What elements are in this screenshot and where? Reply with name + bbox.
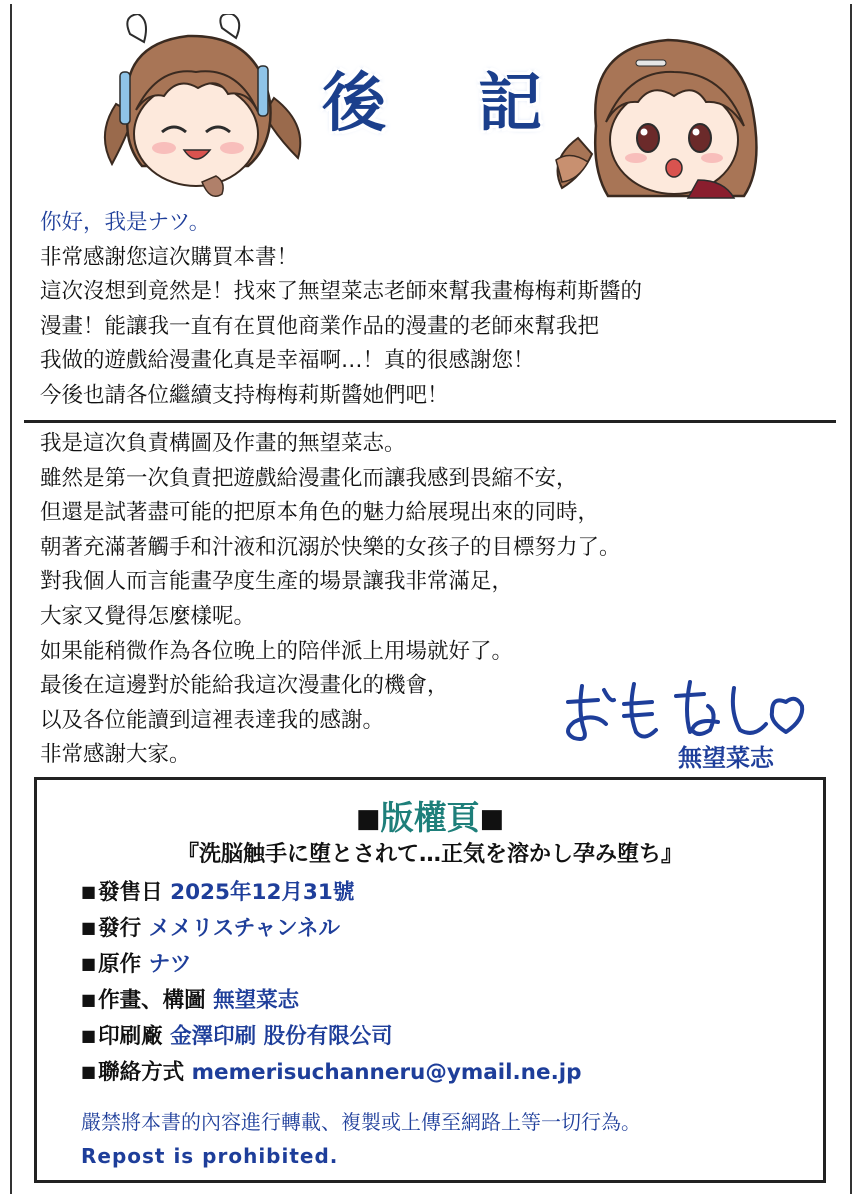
message-line: 這次沒想到竟然是！找來了無望菜志老師來幫我畫梅梅莉斯醬的 — [40, 279, 643, 304]
colophon-item — [81, 1018, 582, 1054]
colophon-item-label: 發售日 — [98, 880, 163, 905]
svg-text:無望菜志: 無望菜志 — [678, 744, 774, 772]
colophon-item — [81, 946, 582, 982]
artist-line: 雖然是第一次負責把遊戲給漫畫化而讓我感到畏縮不安， — [40, 465, 578, 491]
artist-line: 朝著充滿著觸手和汁液和沉溺於快樂的女孩子的目標努力了。 — [40, 534, 621, 560]
colophon-item-value: 2025年12月31號 — [170, 880, 355, 905]
square-bullet-icon: ■ — [479, 804, 505, 834]
square-bullet-icon: ■ — [81, 954, 97, 973]
section-divider — [24, 420, 836, 423]
artist-message — [40, 427, 621, 773]
colophon-item-label: 發行 — [98, 916, 142, 941]
artist-line: 如果能稍微作為各位晚上的陪伴派上用場就好了。 — [40, 638, 514, 664]
colophon-item-value: メメリスチャンネル — [148, 916, 340, 941]
chibi-character-left — [98, 14, 316, 204]
square-bullet-icon: ■ — [81, 882, 97, 901]
colophon-item — [81, 874, 582, 910]
message-line: 你好，我是ナツ。 — [40, 210, 211, 235]
square-bullet-icon: ■ — [355, 804, 381, 834]
colophon-item-value: ナツ — [148, 952, 192, 977]
square-bullet-icon: ■ — [81, 1026, 97, 1045]
author-message — [40, 206, 642, 413]
title-char-1: 後 — [322, 67, 386, 141]
artist-signature — [558, 672, 818, 776]
colophon-item — [81, 982, 582, 1018]
contact-email: memerisuchanneru@ymail.ne.jp — [191, 1060, 582, 1085]
colophon-box — [34, 777, 826, 1183]
colophon-item-value: 無望菜志 — [213, 988, 300, 1013]
colophon-item-value: 金澤印刷 股份有限公司 — [170, 1024, 393, 1049]
title-char-2: 記 — [478, 67, 542, 141]
artist-line: 非常感謝大家。 — [40, 742, 191, 768]
square-bullet-icon: ■ — [81, 990, 97, 1009]
repost-notice: Repost is prohibited. — [81, 1144, 339, 1168]
artist-line: 以及各位能讀到這裡表達我的感謝。 — [40, 707, 385, 733]
artist-line: 對我個人而言能畫孕度生產的場景讓我非常滿足， — [40, 569, 514, 595]
colophon-item-label: 作畫、構圖 — [98, 988, 206, 1013]
colophon-item — [81, 910, 582, 946]
book-title: 『洗脳触手に堕とされて…正気を溶かし孕み堕ち』 — [176, 842, 683, 867]
colophon-item-label: 印刷廠 — [98, 1024, 163, 1049]
chibi-character-right — [548, 30, 788, 200]
square-bullet-icon: ■ — [81, 918, 97, 937]
square-bullet-icon: ■ — [81, 1062, 97, 1081]
artist-line: 我是這次負責構圖及作畫的無望菜志。 — [40, 431, 406, 456]
colophon-heading-label: 版權頁 — [380, 798, 480, 837]
artist-line: 大家又覺得怎麼樣呢。 — [40, 603, 256, 629]
colophon-heading — [37, 792, 823, 839]
message-line: 漫畫！能讓我一直有在買他商業作品的漫畫的老師來幫我把 — [40, 313, 600, 339]
message-line: 我做的遊戲給漫畫化真是幸福啊…！真的很感謝您！ — [40, 348, 535, 373]
colophon-item — [81, 1054, 582, 1090]
colophon-item-label: 聯絡方式 — [98, 1060, 185, 1085]
page-title — [322, 58, 542, 141]
colophon-item-label: 原作 — [98, 952, 142, 977]
colophon-list — [81, 874, 582, 1090]
artist-line: 但還是試著盡可能的把原本角色的魅力給展現出來的同時， — [40, 500, 600, 526]
copyright-notice: 嚴禁將本書的內容進行轉載、複製或上傳至網路上等一切行為。 — [81, 1110, 641, 1134]
message-line: 非常感謝您這次購買本書！ — [40, 244, 299, 270]
artist-line: 最後在這邊對於能給我這次漫畫化的機會， — [40, 673, 449, 699]
message-line: 今後也請各位繼續支持梅梅莉斯醬她們吧！ — [40, 382, 449, 408]
